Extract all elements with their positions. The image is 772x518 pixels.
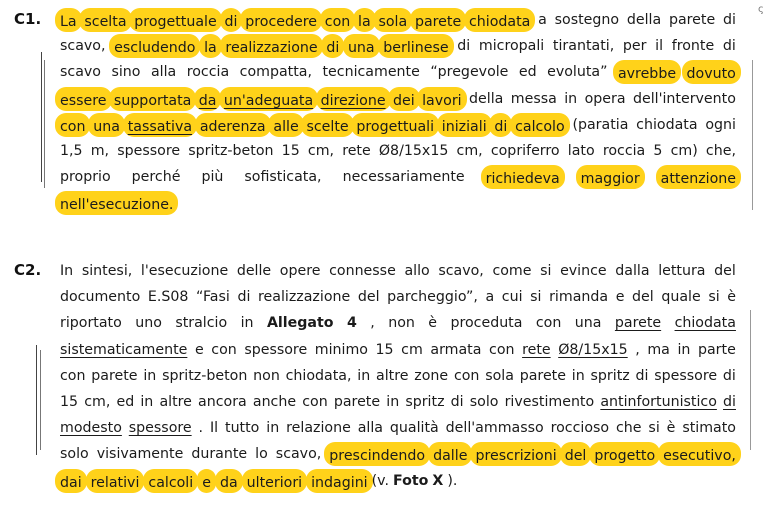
text-run: (paratia xyxy=(572,116,629,133)
text-run: dalla xyxy=(615,263,650,279)
highlighted-text: nell'esecuzione. xyxy=(55,191,178,215)
text-run: parete xyxy=(668,12,716,28)
highlighted-text: lavori xyxy=(417,87,467,111)
text-run: in xyxy=(386,394,400,410)
text-run: riportato xyxy=(60,315,122,332)
text-run: chiodata xyxy=(636,116,698,133)
text-line xyxy=(60,364,736,388)
text-run: altre xyxy=(376,367,409,384)
text-run: una xyxy=(574,315,602,332)
highlighted-text: aderenza xyxy=(195,113,271,137)
text-run: (v. xyxy=(371,472,389,489)
text-run: come xyxy=(492,263,532,279)
text-run: lo xyxy=(255,446,268,463)
margin-bracket-left xyxy=(41,52,42,182)
text-run: evoluta” xyxy=(547,64,608,81)
text-run: Ø8/15x15 xyxy=(558,341,628,358)
text-run: con xyxy=(211,341,237,358)
highlighted-text: dei xyxy=(388,87,420,111)
highlighted-text: berlinese xyxy=(378,34,453,58)
highlighted-text: un'adeguata xyxy=(219,87,318,111)
margin-bracket-right xyxy=(752,60,753,210)
highlighted-text: del xyxy=(560,442,592,466)
highlighted-text: chiodata xyxy=(464,8,535,32)
text-run: per xyxy=(622,38,647,55)
highlighted-text: maggior xyxy=(576,165,645,189)
text-run: qualità xyxy=(389,420,439,437)
text-run: Ø8/15x15 xyxy=(378,143,449,159)
text-run: compatta, xyxy=(239,64,312,81)
text-run: ed xyxy=(116,394,135,410)
text-run: cm, xyxy=(307,143,335,159)
text-run: cui xyxy=(501,289,523,306)
text-run: spritz xyxy=(405,394,445,410)
highlighted-text: progettuale xyxy=(129,8,221,32)
text-run: sintesi, xyxy=(81,263,133,279)
text-run: modesto xyxy=(60,420,122,437)
text-run: 1,5 xyxy=(60,143,83,159)
text-run: si xyxy=(530,289,542,306)
text-run: di xyxy=(722,12,736,28)
text-line xyxy=(60,285,736,309)
text-run: scavo, xyxy=(60,38,106,55)
text-run: opera xyxy=(584,90,626,107)
text-run: solo xyxy=(60,446,89,463)
highlighted-text: iniziali xyxy=(437,113,492,137)
text-run: Foto xyxy=(392,472,429,489)
highlighted-text: calcolo xyxy=(510,113,570,137)
text-run: ed xyxy=(518,64,537,81)
text-run: 15 xyxy=(60,394,79,410)
text-run: scavo, xyxy=(275,446,322,463)
highlighted-text: alle xyxy=(268,113,303,137)
highlighted-text: richiedeva xyxy=(481,165,565,189)
text-run: spritz-beton xyxy=(188,143,274,159)
text-run: tutto xyxy=(225,420,260,437)
highlighted-text: ulteriori xyxy=(242,469,307,493)
highlighted-text: attenzione xyxy=(656,165,741,189)
highlighted-text: con xyxy=(320,8,355,32)
highlighted-text: scelta xyxy=(79,8,131,32)
text-run: minimo xyxy=(314,341,368,358)
text-run: rivestimento xyxy=(504,394,595,410)
text-run: copriferro xyxy=(490,143,560,159)
margin-mark: ς xyxy=(758,4,764,15)
text-run: 5 xyxy=(653,143,663,159)
highlighted-text: la xyxy=(353,8,376,32)
text-run: sola xyxy=(485,367,514,384)
text-run: , xyxy=(370,315,375,332)
text-line xyxy=(60,139,736,163)
text-run: cm xyxy=(401,341,423,358)
text-run: lettura xyxy=(658,263,706,279)
text-run: parte xyxy=(697,341,736,358)
text-run: sistematicamente xyxy=(60,341,188,358)
text-line xyxy=(60,416,736,440)
text-run: Allegato xyxy=(266,315,334,332)
text-run: in xyxy=(677,341,691,358)
highlighted-text: prescrizioni xyxy=(470,442,561,466)
text-run: proceduta xyxy=(450,315,523,332)
text-run: che xyxy=(615,420,642,437)
margin-bracket-left xyxy=(44,60,45,188)
highlighted-text: supportata xyxy=(109,87,196,111)
text-run: anche xyxy=(252,394,297,410)
text-run: del xyxy=(357,289,380,306)
text-run: roccia xyxy=(602,143,646,159)
highlighted-text: scelte xyxy=(301,113,353,137)
text-run: dell'intervento xyxy=(632,90,736,107)
highlighted-text: la xyxy=(199,34,222,58)
text-run: con xyxy=(535,315,562,332)
text-run: di xyxy=(457,38,471,55)
highlighted-text: dalle xyxy=(428,442,472,466)
text-run: antinfortunistico xyxy=(600,394,717,410)
text-run: fronte xyxy=(671,38,715,55)
text-run: 4 xyxy=(346,315,357,332)
highlighted-text: avrebbe xyxy=(613,60,681,84)
highlighted-text: esecutivo, xyxy=(658,442,741,466)
text-run: connesse xyxy=(329,263,396,279)
text-run: in xyxy=(140,394,154,410)
text-run: della xyxy=(469,90,504,107)
text-run: evince xyxy=(560,263,607,279)
text-run: visivamente xyxy=(96,446,184,463)
highlighted-text: una xyxy=(88,113,125,137)
text-run: in xyxy=(240,315,254,332)
text-line xyxy=(60,338,736,362)
text-run: di xyxy=(722,367,736,384)
text-run: 15 xyxy=(281,143,300,159)
text-run: con xyxy=(489,341,515,358)
highlighted-text: di xyxy=(321,34,344,58)
text-run: il xyxy=(655,38,664,55)
text-run: chiodata, xyxy=(285,367,352,384)
text-run: In xyxy=(60,263,74,279)
text-line xyxy=(60,191,736,215)
text-run: solo xyxy=(469,394,499,410)
text-run: si xyxy=(540,263,552,279)
highlighted-text: prescindendo xyxy=(324,442,430,466)
highlighted-text: progetto xyxy=(589,442,660,466)
text-run: X xyxy=(432,472,444,489)
text-run: E.S08 xyxy=(147,289,189,306)
paragraph-label: C1. xyxy=(14,10,42,28)
text-run: parete xyxy=(519,367,566,384)
text-run: è xyxy=(428,315,438,332)
highlighted-text: parete xyxy=(410,8,466,32)
text-run: tecnicamente xyxy=(322,64,420,81)
text-run: armata xyxy=(430,341,482,358)
margin-bracket-left xyxy=(36,345,37,455)
text-run: di xyxy=(237,289,251,306)
highlighted-text: da xyxy=(215,469,243,493)
text-run: spritz xyxy=(590,367,630,384)
text-run: in xyxy=(357,367,371,384)
text-run: non xyxy=(253,367,280,384)
text-run: chiodata xyxy=(674,315,736,332)
margin-bracket-right xyxy=(750,310,751,450)
text-run: 15 xyxy=(375,341,394,358)
highlighted-text: essere xyxy=(55,87,112,111)
text-line xyxy=(60,442,736,466)
text-run: spessore xyxy=(128,420,192,437)
text-run: messa xyxy=(510,90,557,107)
text-run: e xyxy=(194,341,204,358)
text-run: in xyxy=(143,367,157,384)
text-run: roccioso xyxy=(550,420,610,437)
text-run: “pregevole xyxy=(430,64,509,81)
text-run: alla xyxy=(357,420,383,437)
text-line xyxy=(60,87,736,111)
highlighted-text: di xyxy=(489,113,512,137)
highlighted-text: indagini xyxy=(306,469,373,493)
text-run: opere xyxy=(279,263,321,279)
text-run: relazione xyxy=(286,420,351,437)
highlighted-text: direzione xyxy=(316,87,391,111)
text-line xyxy=(60,259,736,283)
paragraph-label: C2. xyxy=(14,261,42,279)
text-run: rete xyxy=(522,341,551,358)
text-run: ma xyxy=(647,341,670,358)
text-run: , xyxy=(635,341,640,358)
text-line xyxy=(60,469,736,493)
text-run: tirantati, xyxy=(552,38,615,55)
text-run: scavo xyxy=(60,64,101,81)
text-run: cm, xyxy=(456,143,483,159)
text-run: stimato xyxy=(682,420,736,437)
text-run: con xyxy=(453,367,480,384)
highlighted-text: procedere xyxy=(240,8,322,32)
text-run: necessariamente xyxy=(342,169,465,186)
text-run: è xyxy=(727,289,736,306)
text-run: in xyxy=(266,420,280,437)
text-run: è xyxy=(666,420,676,437)
text-line xyxy=(60,60,736,84)
text-run: delle xyxy=(236,263,272,279)
highlighted-text: progettuali xyxy=(351,113,439,137)
text-line xyxy=(60,165,736,189)
highlighted-text: e xyxy=(197,469,216,493)
text-run: sofisticata, xyxy=(244,169,322,186)
text-run: spessore xyxy=(117,143,181,159)
text-run: si xyxy=(708,289,720,306)
text-run: cm) xyxy=(670,143,698,159)
text-run: rimanda xyxy=(549,289,609,306)
text-run: parete xyxy=(614,315,662,332)
text-run: con xyxy=(60,367,86,384)
text-run: allo xyxy=(404,263,430,279)
text-run: a xyxy=(485,289,495,306)
text-run: l'esecuzione xyxy=(140,263,229,279)
text-run: parcheggio”, xyxy=(387,289,478,306)
text-run: e xyxy=(615,289,625,306)
text-run: in xyxy=(564,90,578,107)
text-run: del xyxy=(714,263,736,279)
text-run: spessore xyxy=(654,367,718,384)
text-run: spessore xyxy=(244,341,308,358)
text-run: di xyxy=(723,394,736,410)
text-run: dell'ammasso xyxy=(445,420,544,437)
text-run: ancora xyxy=(198,394,247,410)
text-line xyxy=(60,8,736,32)
text-run: si xyxy=(648,420,660,437)
text-run: di xyxy=(722,38,736,55)
text-run: . xyxy=(198,420,204,437)
text-run: più xyxy=(201,169,224,186)
text-run: rete xyxy=(342,143,371,159)
highlighted-text: La xyxy=(55,8,82,32)
text-run: documento xyxy=(60,289,141,306)
text-run: del xyxy=(632,289,654,306)
text-run: ogni xyxy=(705,116,736,133)
margin-bracket-left xyxy=(40,350,41,450)
highlighted-text: dovuto xyxy=(682,60,741,84)
text-run: alla xyxy=(150,64,177,81)
text-run: lato xyxy=(567,143,595,159)
text-run: cm, xyxy=(84,394,111,410)
text-run: roccia xyxy=(186,64,230,81)
text-run: proprio xyxy=(60,169,111,186)
text-run: “Fasi xyxy=(196,289,230,306)
highlighted-text: escludendo xyxy=(109,34,200,58)
text-line xyxy=(60,34,736,58)
text-run: non xyxy=(388,315,415,332)
highlighted-text: di xyxy=(220,8,243,32)
text-run: stralcio xyxy=(175,315,228,332)
highlighted-text: calcoli xyxy=(143,469,198,493)
text-run: di xyxy=(635,367,649,384)
text-run: parete xyxy=(333,394,381,410)
text-run: con xyxy=(302,394,328,410)
text-run: durante xyxy=(191,446,248,463)
text-run: uno xyxy=(135,315,162,332)
text-run: della xyxy=(626,12,662,28)
text-line xyxy=(60,390,736,414)
text-run: zone xyxy=(414,367,449,384)
text-run: perché xyxy=(131,169,181,186)
text-run: che, xyxy=(705,143,736,159)
text-line xyxy=(60,311,736,335)
highlighted-text: tassativa xyxy=(123,113,197,137)
text-run: di xyxy=(450,394,464,410)
text-run: parete xyxy=(91,367,138,384)
text-run: micropali xyxy=(478,38,545,55)
text-run: m, xyxy=(90,143,110,159)
highlighted-text: realizzazione xyxy=(220,34,322,58)
text-run: Il xyxy=(209,420,219,437)
highlighted-text: sola xyxy=(373,8,412,32)
highlighted-text: relativi xyxy=(86,469,145,493)
text-line xyxy=(60,113,736,137)
text-run: quale xyxy=(661,289,701,306)
text-run: spritz-beton xyxy=(162,367,248,384)
text-run: in xyxy=(571,367,585,384)
text-run: sostegno xyxy=(554,12,620,28)
text-run: sino xyxy=(111,64,141,81)
highlighted-text: con xyxy=(55,113,90,137)
text-run: scavo, xyxy=(438,263,484,279)
text-run: altre xyxy=(159,394,192,410)
highlighted-text: dai xyxy=(55,469,87,493)
highlighted-text: da xyxy=(194,87,222,111)
text-run: realizzazione xyxy=(258,289,351,306)
highlighted-text: una xyxy=(343,34,380,58)
text-run: a xyxy=(538,12,547,28)
text-run: ). xyxy=(447,472,458,489)
